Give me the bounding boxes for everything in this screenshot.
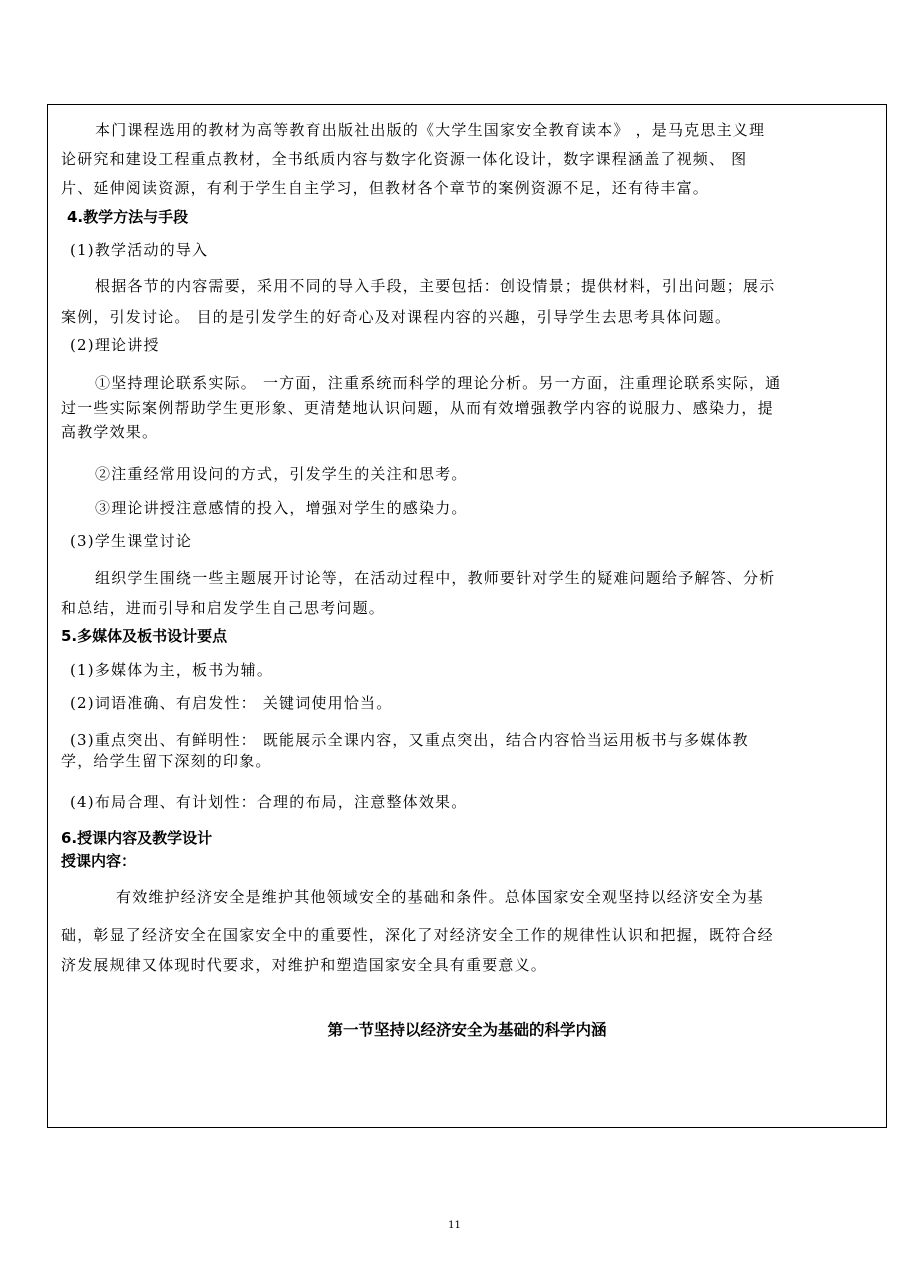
- section6-body-line-1: 有效维护经济安全是维护其他领域安全的基础和条件。总体国家安全观坚持以经济安全为基: [116, 888, 765, 906]
- textbook-line-1: 本门课程选用的教材为高等教育出版社出版的《大学生国家安全教育读本》 ，是马克思主义理: [95, 121, 766, 139]
- section4-sub2-point1-line-1: ①坚持理论联系实际。 一方面，注重系统而科学的理论分析。另一方面，注重理论联系实际，通: [95, 374, 782, 392]
- section4-heading: 4.教学方法与手段: [67, 208, 189, 226]
- section5-item-4: (4)布局合理、有计划性：合理的布局，注意整体效果。: [70, 793, 468, 811]
- section5-item-3-line-2: 学，给学生留下深刻的印象。: [61, 752, 272, 770]
- section6-heading: 6.授课内容及教学设计: [61, 829, 213, 847]
- section4-sub1-title: (1)教学活动的导入: [70, 241, 209, 259]
- section6-subheading: 授课内容：: [61, 852, 137, 870]
- section4-sub2-point1-line-2: 过一些实际案例帮助学生更形象、更清楚地认识问题，从而有效增强教学内容的说服力、感染力，提: [61, 399, 774, 417]
- section4-sub2-title: (2)理论讲授: [70, 336, 160, 354]
- section5-item-1: (1)多媒体为主，板书为辅。: [70, 661, 274, 679]
- section5-item-2: (2)词语准确、有启发性： 关键词使用恰当。: [70, 694, 393, 712]
- page-number: 11: [448, 1220, 461, 1231]
- section4-sub2-point3: ③理论讲授注意感情的投入，增强对学生的感染力。: [95, 499, 468, 517]
- section4-sub2-point2: ②注重经常用设问的方式，引发学生的关注和思考。: [95, 465, 468, 483]
- section4-sub1-line-2: 案例，引发讨论。 目的是引发学生的好奇心及对课程内容的兴趣，引导学生去思考具体问题。: [61, 308, 732, 326]
- section6-body-line-2: 础，彰显了经济安全在国家安全中的重要性，深化了对经济安全工作的规律性认识和把握，既符合经: [61, 926, 774, 944]
- section4-sub2-point1-line-3: 高教学效果。: [61, 423, 159, 441]
- section4-sub1-line-1: 根据各节的内容需要，采用不同的导入手段，主要包括：创设情景；提供材料，引出问题；展示: [95, 277, 776, 295]
- section6-body-line-3: 济发展规律又体现时代要求，对维护和塑造国家安全具有重要意义。: [61, 956, 548, 974]
- textbook-line-2: 论研究和建设工程重点教材，全书纸质内容与数字化资源一体化设计，数字课程涵盖了视频、 图: [61, 150, 748, 168]
- section5-item-3-line-1: (3)重点突出、有鲜明性： 既能展示全课内容，又重点突出，结合内容恰当运用板书与多媒体教: [70, 731, 749, 749]
- section5-heading: 5.多媒体及板书设计要点: [61, 627, 228, 645]
- section4-sub3-line-2: 和总结，进而引导和启发学生自己思考问题。: [61, 599, 386, 617]
- section4-sub3-line-1: 组织学生围绕一些主题展开讨论等，在活动过程中，教师要针对学生的疑难问题给予解答、分析: [95, 569, 776, 587]
- textbook-line-3: 片、延伸阅读资源，有利于学生自主学习，但教材各个章节的案例资源不足，还有待丰富。: [61, 179, 710, 197]
- section4-sub3-title: (3)学生课堂讨论: [70, 532, 193, 550]
- chapter-title: 第一节坚持以经济安全为基础的科学内涵: [327, 1021, 607, 1039]
